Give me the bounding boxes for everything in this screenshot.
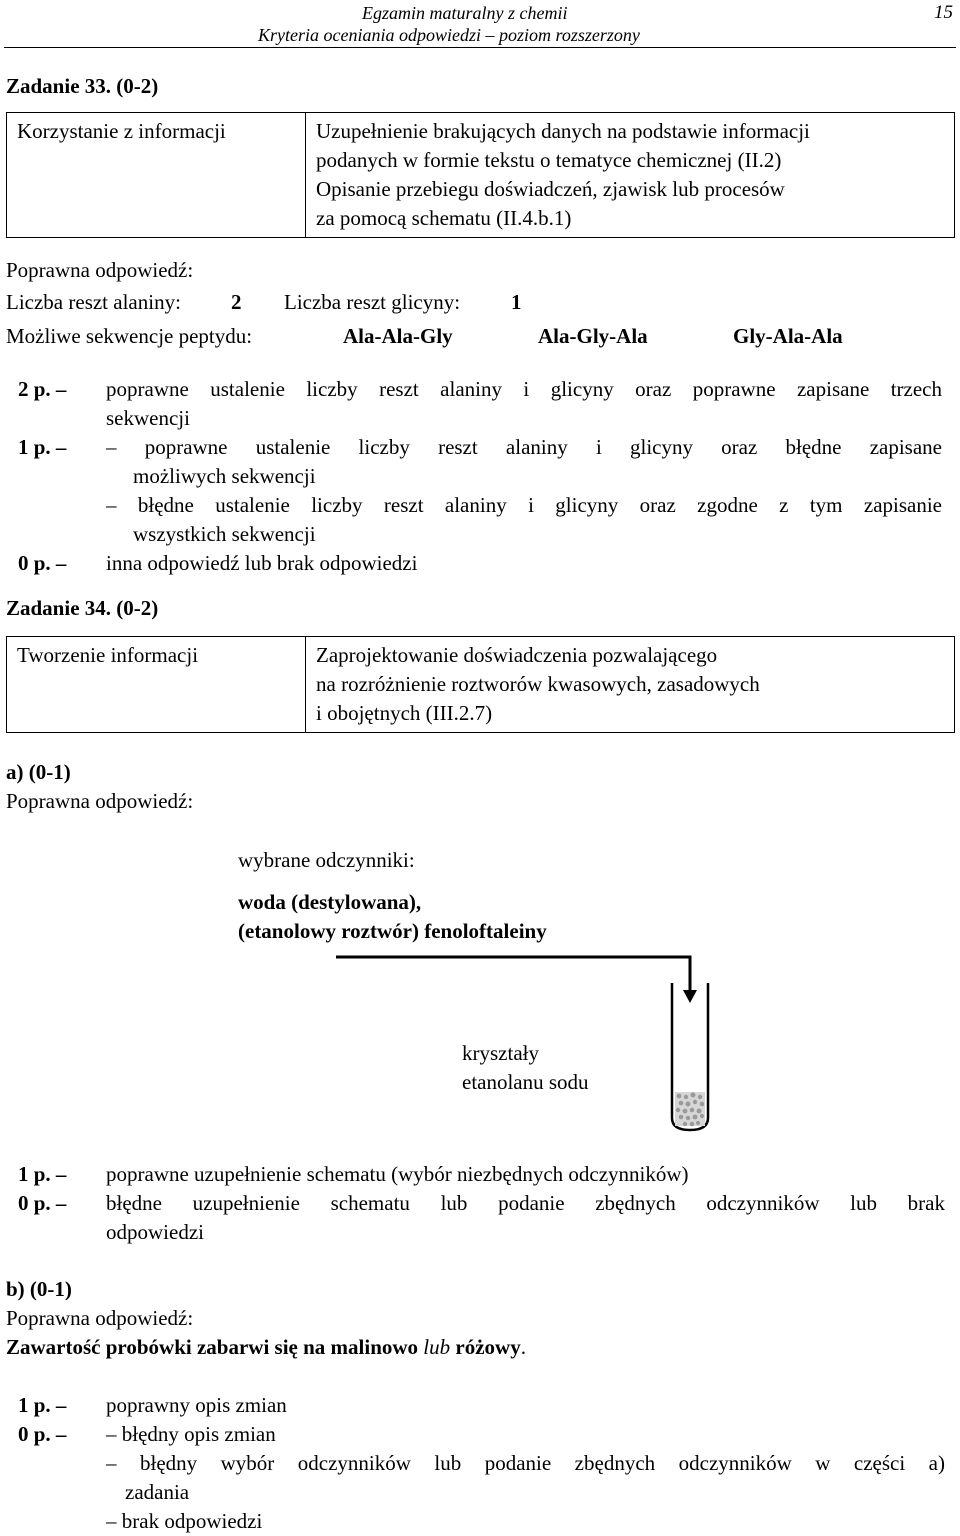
sequence-item: Gly-Ala-Ala (733, 324, 843, 348)
part-b-0p-item: – brak odpowiedzi (106, 1509, 263, 1533)
crystals-icon (675, 1092, 705, 1126)
part-b-answer-or: lub (423, 1335, 451, 1359)
diagram-reagents-label: wybrane odczynniki: (238, 848, 415, 872)
task33-alanine-label: Liczba reszt alaniny: (6, 290, 181, 314)
score-1p-label: 1 p. – (18, 435, 67, 459)
diagram-reagent-phenolphthalein: (etanolowy roztwór) fenoloftaleiny (238, 919, 547, 943)
task33-skill: Korzystanie z informacji (17, 119, 226, 143)
part-a-0p-text: błędne uzupełnienie schematu lub podanie zbędnych odczynników lub brak (106, 1191, 945, 1215)
part-b-0p-item: – błędny wybór odczynników lub podanie zbędnych odczynników w części a) (106, 1451, 945, 1475)
diagram-crystals-label: kryształy (462, 1041, 539, 1065)
part-b-answer-main: Zawartość probówki zabarwi się na malinowo (6, 1335, 419, 1359)
part-b-title: b) (0-1) (6, 1277, 72, 1301)
header-rule (4, 47, 956, 48)
task33-requirements-table (6, 112, 955, 238)
task34-req-line: Zaprojektowanie doświadczenia pozwalającego (316, 643, 718, 667)
score-1p-item: – poprawne ustalenie liczby reszt alaniny i glicyny oraz błędne zapisane (106, 435, 942, 459)
task33-glycine-label: Liczba reszt glicyny: (284, 290, 461, 314)
task34-requirements-table (6, 636, 955, 733)
task33-req-line: Uzupełnienie brakujących danych na podstawie informacji (316, 119, 810, 143)
score-1p-item-cont: możliwych sekwencji (133, 464, 316, 488)
page-number: 15 (934, 2, 953, 23)
part-a-0p-label: 0 p. – (18, 1191, 67, 1215)
part-b-answer-alt: różowy (455, 1335, 521, 1359)
part-b-0p-label: 0 p. – (18, 1422, 67, 1446)
diagram-reagent-water: woda (destylowana), (238, 890, 422, 914)
task33-sequences-label: Możliwe sekwencje peptydu: (6, 324, 253, 348)
part-a-1p-label: 1 p. – (18, 1162, 67, 1186)
score-1p-item-cont: wszystkich sekwencji (133, 522, 316, 546)
task34-requirement-cell (306, 637, 955, 733)
header-exam-title: Egzamin maturalny z chemii (362, 3, 568, 23)
part-b-0p-item-cont: zadania (125, 1480, 190, 1504)
part-a-1p-text: poprawne uzupełnienie schematu (wybór niezbędnych odczynników) (106, 1162, 689, 1186)
part-a-0p-text-cont: odpowiedzi (106, 1220, 204, 1244)
score-2p-text: poprawne ustalenie liczby reszt alaniny i glicyny oraz poprawne zapisane trzech (106, 377, 942, 401)
task33-answer-label: Poprawna odpowiedź: (6, 258, 194, 282)
score-2p-label: 2 p. – (18, 377, 67, 401)
sequence-item: Ala-Gly-Ala (538, 324, 648, 348)
diagram-crystals-label-cont: etanolanu sodu (462, 1070, 589, 1094)
task34-req-line: na rozróżnienie roztworów kwasowych, zasadowych (316, 672, 760, 696)
part-b-answer-end: . (520, 1335, 526, 1359)
task33-glycine-value: 1 (511, 290, 522, 314)
part-b-0p-item: – błędny opis zmian (106, 1422, 276, 1446)
part-a-answer-label: Poprawna odpowiedź: (6, 789, 194, 813)
part-b-answer-label: Poprawna odpowiedź: (6, 1306, 194, 1330)
task33-alanine-value: 2 (231, 290, 242, 314)
task34-skill: Tworzenie informacji (17, 643, 199, 667)
task33-req-line: za pomocą schematu (II.4.b.1) (316, 206, 572, 230)
score-0p-label: 0 p. – (18, 551, 67, 575)
arrow-head-icon (683, 990, 697, 1003)
part-a-title: a) (0-1) (6, 760, 71, 784)
header-subtitle: Kryteria oceniania odpowiedzi – poziom rozszerzony (258, 25, 640, 45)
score-2p-text-cont: sekwencji (106, 406, 190, 430)
reagent-arrow (336, 957, 690, 992)
task33-req-line: Opisanie przebiegu doświadczeń, zjawisk lub procesów (316, 177, 785, 201)
task34-req-line: i obojętnych (III.2.7) (316, 701, 493, 725)
task34-skill-cell (7, 637, 306, 733)
task34-title: Zadanie 34. (0-2) (6, 596, 159, 620)
part-b-1p-label: 1 p. – (18, 1393, 67, 1417)
task33-skill-cell (7, 113, 306, 238)
task33-req-line: podanych w formie tekstu o tematyce chemicznej (II.2) (316, 148, 782, 172)
part-b-1p-text: poprawny opis zmian (106, 1393, 287, 1417)
task33-requirement-cell (306, 113, 955, 238)
task33-title: Zadanie 33. (0-2) (6, 74, 159, 98)
part-b-answer (6, 1333, 526, 1362)
score-1p-item: – błędne ustalenie liczby reszt alaniny i glicyny oraz zgodne z tym zapisanie (106, 493, 942, 517)
score-0p-text: inna odpowiedź lub brak odpowiedzi (106, 551, 418, 575)
sequence-item: Ala-Ala-Gly (343, 324, 453, 348)
